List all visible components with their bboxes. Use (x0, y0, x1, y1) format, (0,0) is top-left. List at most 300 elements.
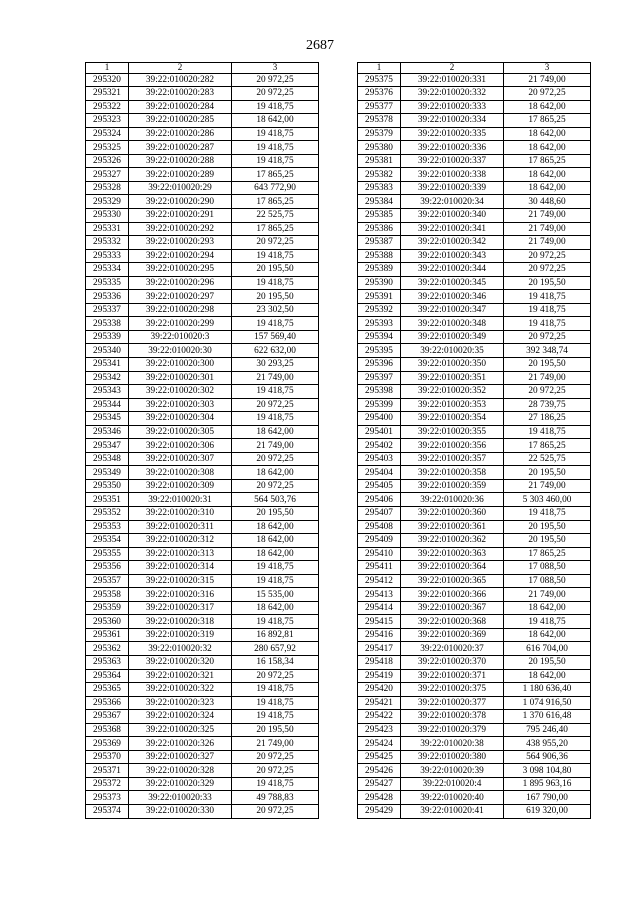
value-cell: 18 642,00 (232, 601, 319, 615)
cadastral-number-cell: 39:22:010020:289 (129, 168, 232, 182)
cadastral-number-cell: 39:22:010020:34 (401, 195, 504, 209)
left-register-table (85, 62, 319, 819)
row-number-cell: 295426 (358, 764, 401, 778)
cadastral-number-cell: 39:22:010020:300 (129, 357, 232, 371)
row-number-cell: 295324 (86, 127, 129, 141)
value-cell: 20 195,50 (504, 466, 591, 480)
cadastral-number-cell: 39:22:010020:305 (129, 425, 232, 439)
table-row (358, 222, 591, 236)
cadastral-number-cell: 39:22:010020:40 (401, 791, 504, 805)
table-row (358, 534, 591, 548)
table-row (358, 141, 591, 155)
row-number-cell: 295352 (86, 507, 129, 521)
cadastral-number-cell: 39:22:010020:317 (129, 601, 232, 615)
value-cell: 1 370 616,48 (504, 710, 591, 724)
cadastral-number-cell: 39:22:010020:353 (401, 398, 504, 412)
cadastral-number-cell: 39:22:010020:293 (129, 236, 232, 250)
value-cell: 27 186,25 (504, 412, 591, 426)
cadastral-number-cell: 39:22:010020:336 (401, 141, 504, 155)
cadastral-number-cell: 39:22:010020:284 (129, 100, 232, 114)
row-number-cell: 295364 (86, 669, 129, 683)
value-cell: 19 418,75 (232, 710, 319, 724)
value-cell: 20 972,25 (504, 249, 591, 263)
table-row (86, 574, 319, 588)
cadastral-number-cell: 39:22:010020:291 (129, 208, 232, 222)
table-row (86, 276, 319, 290)
value-cell: 20 195,50 (504, 357, 591, 371)
table-row (86, 263, 319, 277)
cadastral-number-cell: 39:22:010020:35 (401, 344, 504, 358)
value-cell: 18 642,00 (504, 669, 591, 683)
value-cell: 20 972,25 (504, 330, 591, 344)
table-row (86, 452, 319, 466)
row-number-cell: 295331 (86, 222, 129, 236)
row-number-cell: 295380 (358, 141, 401, 155)
cadastral-number-cell: 39:22:010020:41 (401, 805, 504, 819)
row-number-cell: 295392 (358, 303, 401, 317)
column-header-3: 3 (232, 63, 319, 74)
cadastral-number-cell: 39:22:010020:32 (129, 642, 232, 656)
value-cell: 18 642,00 (504, 601, 591, 615)
value-cell: 17 865,25 (504, 547, 591, 561)
cadastral-number-cell: 39:22:010020:351 (401, 371, 504, 385)
row-number-cell: 295429 (358, 805, 401, 819)
value-cell: 18 642,00 (232, 547, 319, 561)
row-number-cell: 295334 (86, 263, 129, 277)
value-cell: 20 972,25 (504, 385, 591, 399)
value-cell: 21 749,00 (232, 439, 319, 453)
value-cell: 18 642,00 (232, 520, 319, 534)
cadastral-number-cell: 39:22:010020:356 (401, 439, 504, 453)
cadastral-number-cell: 39:22:010020:371 (401, 669, 504, 683)
value-cell: 21 749,00 (232, 737, 319, 751)
table-row (86, 249, 319, 263)
cadastral-number-cell: 39:22:010020:355 (401, 425, 504, 439)
table-header-row (86, 63, 319, 74)
cadastral-number-cell: 39:22:010020:367 (401, 601, 504, 615)
table-row (86, 114, 319, 128)
cadastral-number-cell: 39:22:010020:342 (401, 236, 504, 250)
table-row (358, 520, 591, 534)
row-number-cell: 295361 (86, 628, 129, 642)
cadastral-number-cell: 39:22:010020:297 (129, 290, 232, 304)
cadastral-number-cell: 39:22:010020:304 (129, 412, 232, 426)
table-row (358, 385, 591, 399)
row-number-cell: 295320 (86, 73, 129, 87)
row-number-cell: 295406 (358, 493, 401, 507)
table-row (86, 181, 319, 195)
value-cell: 20 972,25 (232, 236, 319, 250)
value-cell: 17 865,25 (232, 195, 319, 209)
cadastral-number-cell: 39:22:010020:339 (401, 181, 504, 195)
value-cell: 20 195,50 (504, 276, 591, 290)
row-number-cell: 295354 (86, 534, 129, 548)
cadastral-number-cell: 39:22:010020:296 (129, 276, 232, 290)
value-cell: 19 418,75 (232, 777, 319, 791)
row-number-cell: 295410 (358, 547, 401, 561)
cadastral-number-cell: 39:22:010020:333 (401, 100, 504, 114)
cadastral-number-cell: 39:22:010020:319 (129, 628, 232, 642)
table-row (86, 615, 319, 629)
value-cell: 21 749,00 (504, 236, 591, 250)
value-cell: 21 749,00 (504, 588, 591, 602)
cadastral-number-cell: 39:22:010020:285 (129, 114, 232, 128)
cadastral-number-cell: 39:22:010020:350 (401, 357, 504, 371)
row-number-cell: 295423 (358, 723, 401, 737)
table-row (358, 588, 591, 602)
table-row (358, 100, 591, 114)
column-header-2: 2 (129, 63, 232, 74)
cadastral-number-cell: 39:22:010020:295 (129, 263, 232, 277)
cadastral-number-cell: 39:22:010020:332 (401, 87, 504, 101)
table-row (358, 181, 591, 195)
table-row (358, 439, 591, 453)
row-number-cell: 295395 (358, 344, 401, 358)
row-number-cell: 295399 (358, 398, 401, 412)
cadastral-number-cell: 39:22:010020:379 (401, 723, 504, 737)
cadastral-number-cell: 39:22:010020:370 (401, 656, 504, 670)
row-number-cell: 295379 (358, 127, 401, 141)
value-cell: 18 642,00 (504, 141, 591, 155)
row-number-cell: 295368 (86, 723, 129, 737)
value-cell: 30 448,60 (504, 195, 591, 209)
column-header-2: 2 (401, 63, 504, 74)
cadastral-number-cell: 39:22:010020:358 (401, 466, 504, 480)
cadastral-number-cell: 39:22:010020:378 (401, 710, 504, 724)
value-cell: 16 892,81 (232, 628, 319, 642)
row-number-cell: 295393 (358, 317, 401, 331)
value-cell: 19 418,75 (232, 696, 319, 710)
cadastral-number-cell: 39:22:010020:301 (129, 371, 232, 385)
table-row (86, 208, 319, 222)
value-cell: 19 418,75 (232, 249, 319, 263)
table-row (86, 588, 319, 602)
value-cell: 20 195,50 (504, 534, 591, 548)
column-header-3: 3 (504, 63, 591, 74)
table-row (358, 398, 591, 412)
row-number-cell: 295353 (86, 520, 129, 534)
table-row (86, 520, 319, 534)
cadastral-number-cell: 39:22:010020:328 (129, 764, 232, 778)
row-number-cell: 295369 (86, 737, 129, 751)
row-number-cell: 295408 (358, 520, 401, 534)
row-number-cell: 295382 (358, 168, 401, 182)
row-number-cell: 295350 (86, 479, 129, 493)
cadastral-number-cell: 39:22:010020:325 (129, 723, 232, 737)
value-cell: 19 418,75 (232, 276, 319, 290)
table-row (86, 290, 319, 304)
value-cell: 19 418,75 (232, 154, 319, 168)
table-row (358, 696, 591, 710)
cadastral-number-cell: 39:22:010020:380 (401, 750, 504, 764)
value-cell: 438 955,20 (504, 737, 591, 751)
value-cell: 18 642,00 (232, 466, 319, 480)
value-cell: 20 195,50 (232, 507, 319, 521)
row-number-cell: 295355 (86, 547, 129, 561)
row-number-cell: 295370 (86, 750, 129, 764)
row-number-cell: 295333 (86, 249, 129, 263)
row-number-cell: 295373 (86, 791, 129, 805)
cadastral-number-cell: 39:22:010020:38 (401, 737, 504, 751)
value-cell: 17 088,50 (504, 574, 591, 588)
table-row (358, 656, 591, 670)
row-number-cell: 295400 (358, 412, 401, 426)
value-cell: 19 418,75 (232, 317, 319, 331)
table-row (86, 222, 319, 236)
table-row (86, 628, 319, 642)
cadastral-number-cell: 39:22:010020:287 (129, 141, 232, 155)
cadastral-number-cell: 39:22:010020:369 (401, 628, 504, 642)
value-cell: 167 790,00 (504, 791, 591, 805)
value-cell: 20 972,25 (504, 263, 591, 277)
value-cell: 20 972,25 (232, 669, 319, 683)
cadastral-number-cell: 39:22:010020:347 (401, 303, 504, 317)
value-cell: 17 865,25 (504, 114, 591, 128)
cadastral-number-cell: 39:22:010020:294 (129, 249, 232, 263)
value-cell: 20 195,50 (232, 263, 319, 277)
cadastral-number-cell: 39:22:010020:307 (129, 452, 232, 466)
cadastral-number-cell: 39:22:010020:334 (401, 114, 504, 128)
value-cell: 20 195,50 (504, 520, 591, 534)
row-number-cell: 295344 (86, 398, 129, 412)
cadastral-number-cell: 39:22:010020:310 (129, 507, 232, 521)
value-cell: 20 972,25 (232, 750, 319, 764)
table-row (358, 317, 591, 331)
cadastral-number-cell: 39:22:010020:309 (129, 479, 232, 493)
cadastral-number-cell: 39:22:010020:315 (129, 574, 232, 588)
row-number-cell: 295335 (86, 276, 129, 290)
column-header-1: 1 (86, 63, 129, 74)
table-row (358, 276, 591, 290)
row-number-cell: 295371 (86, 764, 129, 778)
value-cell: 17 865,25 (504, 439, 591, 453)
value-cell: 19 418,75 (232, 141, 319, 155)
value-cell: 19 418,75 (232, 385, 319, 399)
table-row (86, 561, 319, 575)
value-cell: 1 074 916,50 (504, 696, 591, 710)
table-row (358, 249, 591, 263)
row-number-cell: 295412 (358, 574, 401, 588)
cadastral-number-cell: 39:22:010020:4 (401, 777, 504, 791)
table-row (86, 236, 319, 250)
table-row (358, 263, 591, 277)
cadastral-number-cell: 39:22:010020:346 (401, 290, 504, 304)
row-number-cell: 295397 (358, 371, 401, 385)
value-cell: 19 418,75 (232, 574, 319, 588)
table-row (358, 547, 591, 561)
cadastral-number-cell: 39:22:010020:335 (401, 127, 504, 141)
row-number-cell: 295401 (358, 425, 401, 439)
table-row (86, 601, 319, 615)
cadastral-number-cell: 39:22:010020:311 (129, 520, 232, 534)
table-row (86, 777, 319, 791)
table-row (358, 168, 591, 182)
table-row (358, 371, 591, 385)
table-row (358, 561, 591, 575)
value-cell: 18 642,00 (504, 100, 591, 114)
cadastral-number-cell: 39:22:010020:345 (401, 276, 504, 290)
value-cell: 20 195,50 (232, 723, 319, 737)
cadastral-number-cell: 39:22:010020:308 (129, 466, 232, 480)
row-number-cell: 295367 (86, 710, 129, 724)
table-row (358, 764, 591, 778)
table-row (86, 154, 319, 168)
table-row (358, 479, 591, 493)
row-number-cell: 295413 (358, 588, 401, 602)
value-cell: 15 535,00 (232, 588, 319, 602)
row-number-cell: 295343 (86, 385, 129, 399)
value-cell: 19 418,75 (232, 683, 319, 697)
table-row (358, 601, 591, 615)
row-number-cell: 295417 (358, 642, 401, 656)
row-number-cell: 295421 (358, 696, 401, 710)
table-row (358, 195, 591, 209)
cadastral-number-cell: 39:22:010020:343 (401, 249, 504, 263)
value-cell: 795 246,40 (504, 723, 591, 737)
value-cell: 1 895 963,16 (504, 777, 591, 791)
cadastral-number-cell: 39:22:010020:39 (401, 764, 504, 778)
column-header-1: 1 (358, 63, 401, 74)
table-row (86, 398, 319, 412)
row-number-cell: 295327 (86, 168, 129, 182)
table-row (358, 344, 591, 358)
value-cell: 20 972,25 (232, 479, 319, 493)
table-row (86, 656, 319, 670)
row-number-cell: 295386 (358, 222, 401, 236)
table-header-row (358, 63, 591, 74)
value-cell: 18 642,00 (504, 127, 591, 141)
cadastral-number-cell: 39:22:010020:30 (129, 344, 232, 358)
table-row (86, 805, 319, 819)
cadastral-number-cell: 39:22:010020:322 (129, 683, 232, 697)
value-cell: 30 293,25 (232, 357, 319, 371)
table-row (358, 330, 591, 344)
cadastral-number-cell: 39:22:010020:340 (401, 208, 504, 222)
row-number-cell: 295365 (86, 683, 129, 697)
value-cell: 19 418,75 (232, 127, 319, 141)
row-number-cell: 295332 (86, 236, 129, 250)
row-number-cell: 295398 (358, 385, 401, 399)
row-number-cell: 295323 (86, 114, 129, 128)
row-number-cell: 295366 (86, 696, 129, 710)
value-cell: 20 972,25 (232, 87, 319, 101)
value-cell: 20 195,50 (504, 656, 591, 670)
table-row (358, 303, 591, 317)
value-cell: 21 749,00 (504, 479, 591, 493)
table-row (86, 683, 319, 697)
value-cell: 16 158,34 (232, 656, 319, 670)
cadastral-number-cell: 39:22:010020:298 (129, 303, 232, 317)
row-number-cell: 295409 (358, 534, 401, 548)
cadastral-number-cell: 39:22:010020:299 (129, 317, 232, 331)
table-row (358, 642, 591, 656)
value-cell: 622 632,00 (232, 344, 319, 358)
value-cell: 20 972,25 (232, 805, 319, 819)
cadastral-number-cell: 39:22:010020:303 (129, 398, 232, 412)
cadastral-number-cell: 39:22:010020:33 (129, 791, 232, 805)
table-row (86, 344, 319, 358)
row-number-cell: 295330 (86, 208, 129, 222)
table-row (358, 493, 591, 507)
table-row (358, 683, 591, 697)
table-row (86, 385, 319, 399)
cadastral-number-cell: 39:22:010020:323 (129, 696, 232, 710)
cadastral-number-cell: 39:22:010020:290 (129, 195, 232, 209)
value-cell: 19 418,75 (504, 615, 591, 629)
row-number-cell: 295419 (358, 669, 401, 683)
value-cell: 18 642,00 (504, 168, 591, 182)
cadastral-number-cell: 39:22:010020:324 (129, 710, 232, 724)
table-row (358, 425, 591, 439)
cadastral-number-cell: 39:22:010020:361 (401, 520, 504, 534)
cadastral-number-cell: 39:22:010020:37 (401, 642, 504, 656)
cadastral-number-cell: 39:22:010020:314 (129, 561, 232, 575)
row-number-cell: 295328 (86, 181, 129, 195)
cadastral-number-cell: 39:22:010020:360 (401, 507, 504, 521)
value-cell: 49 788,83 (232, 791, 319, 805)
row-number-cell: 295351 (86, 493, 129, 507)
value-cell: 19 418,75 (232, 615, 319, 629)
table-row (86, 168, 319, 182)
row-number-cell: 295329 (86, 195, 129, 209)
row-number-cell: 295345 (86, 412, 129, 426)
value-cell: 392 348,74 (504, 344, 591, 358)
value-cell: 22 525,75 (232, 208, 319, 222)
table-row (358, 615, 591, 629)
row-number-cell: 295322 (86, 100, 129, 114)
cadastral-number-cell: 39:22:010020:313 (129, 547, 232, 561)
row-number-cell: 295341 (86, 357, 129, 371)
table-row (86, 791, 319, 805)
value-cell: 20 972,25 (232, 73, 319, 87)
value-cell: 22 525,75 (504, 452, 591, 466)
value-cell: 28 739,75 (504, 398, 591, 412)
table-row (86, 764, 319, 778)
row-number-cell: 295390 (358, 276, 401, 290)
value-cell: 19 418,75 (232, 412, 319, 426)
row-number-cell: 295415 (358, 615, 401, 629)
table-row (86, 547, 319, 561)
cadastral-number-cell: 39:22:010020:359 (401, 479, 504, 493)
row-number-cell: 295363 (86, 656, 129, 670)
table-row (358, 737, 591, 751)
row-number-cell: 295424 (358, 737, 401, 751)
row-number-cell: 295405 (358, 479, 401, 493)
row-number-cell: 295381 (358, 154, 401, 168)
table-row (86, 479, 319, 493)
value-cell: 23 302,50 (232, 303, 319, 317)
value-cell: 18 642,00 (232, 114, 319, 128)
table-row (358, 357, 591, 371)
cadastral-number-cell: 39:22:010020:312 (129, 534, 232, 548)
page-number: 2687 (306, 38, 334, 53)
table-row (358, 114, 591, 128)
value-cell: 18 642,00 (504, 181, 591, 195)
table-row (86, 534, 319, 548)
row-number-cell: 295378 (358, 114, 401, 128)
table-row (86, 737, 319, 751)
value-cell: 17 865,25 (504, 154, 591, 168)
value-cell: 19 418,75 (232, 561, 319, 575)
cadastral-number-cell: 39:22:010020:288 (129, 154, 232, 168)
value-cell: 21 749,00 (504, 371, 591, 385)
row-number-cell: 295360 (86, 615, 129, 629)
value-cell: 616 704,00 (504, 642, 591, 656)
cadastral-number-cell: 39:22:010020:321 (129, 669, 232, 683)
cadastral-number-cell: 39:22:010020:365 (401, 574, 504, 588)
row-number-cell: 295420 (358, 683, 401, 697)
right-register-table (357, 62, 591, 819)
